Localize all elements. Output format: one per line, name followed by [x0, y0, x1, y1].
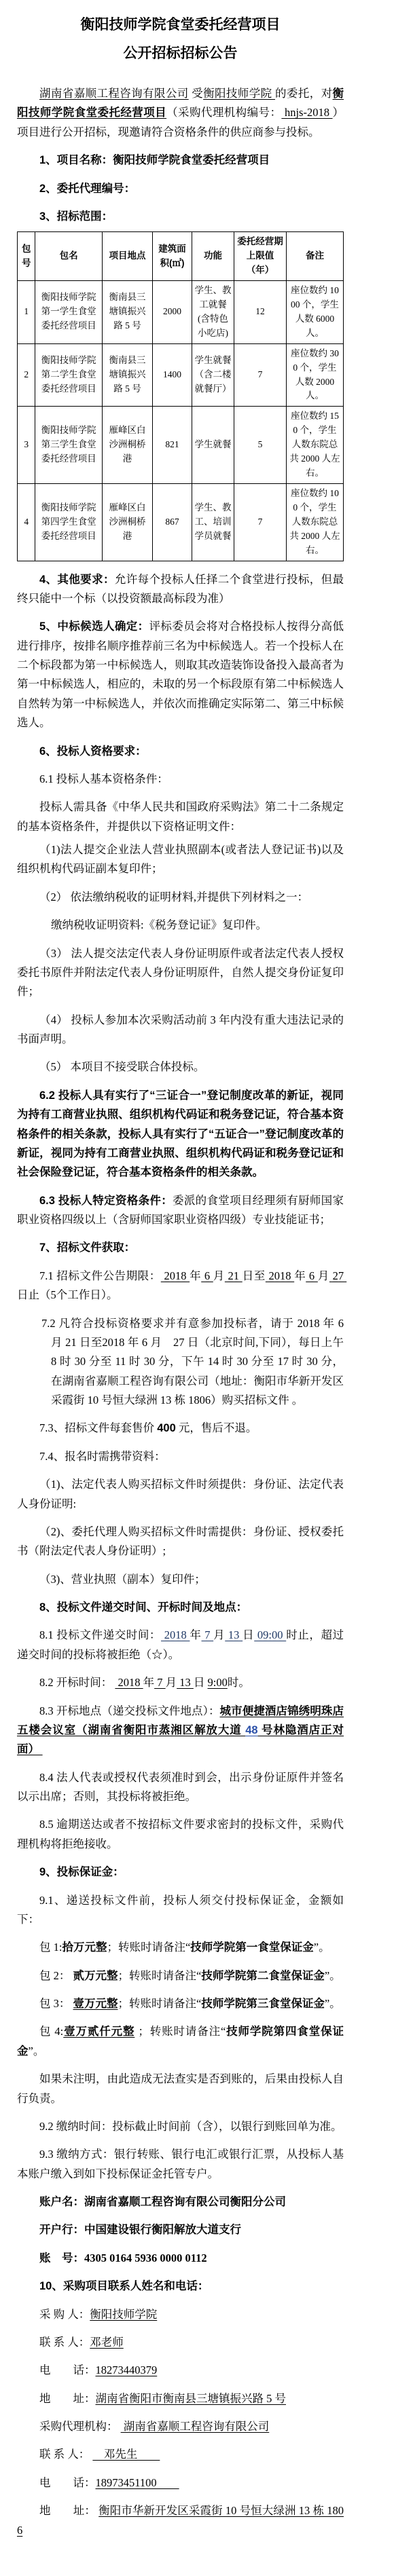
text-run: 6.2 投标人具有实行了“三证合一”登记制度改革的新证，视同为持有工商营业执照、组织机构代码证和税务登记证，符合基本资格条件的相关条款，投标人具有实行了“五证合一”登记制度改革的新证，视同为持有工商营业执照、组织机构代码证和税务登记证和社会保险登记证，符合基本资格条件的相关条款。: [17, 1089, 344, 1179]
text-run: 6: [201, 1269, 213, 1282]
text-run: 缴纳税收证明资料:《税务登记证》复印件。: [51, 918, 268, 932]
paragraph: [17, 1447, 344, 1466]
text-run: 月: [317, 1269, 329, 1282]
text-run: ；转账时请备注“: [118, 1968, 202, 1982]
paragraph: [17, 2417, 344, 2436]
table-cell: 1: [18, 281, 35, 344]
paragraph: [17, 1011, 344, 1049]
paragraph: [17, 2249, 344, 2268]
table-row: [18, 484, 344, 561]
paragraph: [17, 1815, 344, 1854]
text-run: 日至: [242, 1269, 266, 1282]
paragraph: [17, 2022, 344, 2061]
text-run: 采 购 人：: [39, 2307, 90, 2321]
text-run: ”。: [324, 1968, 341, 1982]
text-run: （2)、委托代理人购买招标文件时需提供：身份证、授权委托书（附法定代表人身份证明）;: [17, 1525, 344, 1558]
text-run: （1)法人提交企业法人营业执照副本(或者法人登记证书)以及组织机构代码证副本复印件；: [17, 843, 344, 876]
text-run: 27: [329, 1269, 347, 1282]
text-run: ；转账时请备注“: [107, 1941, 191, 1954]
text-run: 4305 0164 5936 0000 0112: [84, 2251, 207, 2264]
text-run: 日: [243, 1628, 255, 1642]
paragraph: [17, 1863, 344, 1882]
text-run: 包 3：: [39, 1997, 73, 2011]
table-header-cell: 包号: [18, 232, 35, 281]
table-cell: 学生就餐: [192, 407, 234, 484]
paragraph: [17, 1419, 344, 1438]
text-run: 衡阳技师学院: [203, 87, 276, 100]
text-run: ；转账时请备注“: [118, 1997, 202, 2011]
text-run: 城市便捷酒店锦绣明珠店五楼会议室（湖南省衡阳市蒸湘区解放大道: [17, 1704, 344, 1736]
paragraph: [17, 151, 344, 170]
text-run: 邓老师: [90, 2335, 124, 2349]
text-run: 09:00: [254, 1628, 287, 1642]
text-run: 的委托，对: [275, 87, 333, 100]
text-run: 联 系 人：: [39, 2448, 93, 2461]
table-cell: 821: [153, 407, 192, 484]
text-run: （3)、营业执照（副本）复印件；: [39, 1572, 206, 1586]
paragraph: [17, 2117, 344, 2136]
text-run: 月: [213, 1628, 226, 1642]
paragraph: [17, 1994, 344, 2013]
text-run: 2018: [160, 1269, 190, 1282]
text-run: 8.3 开标地点（递交投标文件地点）：: [39, 1704, 220, 1717]
table-cell: 2: [18, 343, 35, 407]
paragraph: [17, 2474, 344, 2493]
paragraph: [17, 179, 344, 198]
text-run: 8.2 开标时间：: [39, 1676, 115, 1690]
text-run: 地 址：: [39, 2391, 96, 2405]
paragraph: [17, 2501, 344, 2540]
paragraph: [17, 570, 344, 609]
paragraph: [17, 1702, 344, 1759]
text-run: 1、项目名称：衡阳技师学院食堂委托经营项目: [39, 154, 270, 167]
text-run: 包 2：: [39, 1968, 73, 1982]
text-run: 拾万元整: [62, 1941, 107, 1954]
table-header-cell: 备注: [286, 232, 343, 281]
text-run: 7、招标文件获取：: [39, 1242, 136, 1254]
bid-scope-table-body: [18, 281, 344, 561]
table-cell: 7: [234, 343, 287, 407]
text-run: 8.1 投标文件递交时间：: [39, 1628, 162, 1642]
table-header-cell: 项目地点: [102, 232, 152, 281]
text-run: 2018: [265, 1269, 295, 1282]
table-row: [18, 407, 344, 484]
text-run: 9.3 缴纳方式：银行转账、银行电汇或银行汇票，从投标人基本账户缴入到如下投标保证金托管专户。: [17, 2148, 344, 2180]
table-cell: 2000: [153, 281, 192, 344]
document-title-line2: 公开招标招标公告: [123, 45, 238, 61]
table-cell: 座位数约 1000 个，学生人数 6000 人。: [286, 281, 343, 344]
text-run: 账 号：: [39, 2252, 84, 2264]
table-cell: 学生就餐（含二楼就餐厅）: [192, 343, 234, 407]
paragraph: [17, 2070, 344, 2108]
text-run: 9.2 缴纳时间：投标截止时间前（含），以银行到账回单为准。: [39, 2119, 342, 2133]
text-run: 18973451100: [95, 2476, 179, 2489]
paragraph: [17, 1058, 344, 1077]
text-run: 号林隐酒店正对面）: [17, 1723, 344, 1756]
text-run: 技师学院第三食堂保证金: [201, 1998, 325, 2011]
text-run: 8.4 法人代表或授权代表须准时到会，出示身份证原件并签名以示出席；否则，其投标将被拒绝。: [17, 1770, 344, 1804]
table-cell: 1400: [153, 343, 192, 407]
table-cell: 衡阳技师学院第四学生食堂委托经营项目: [35, 484, 102, 561]
table-cell: 学生、教工就餐(含特色小吃店): [192, 281, 234, 344]
text-run: 7.3、招标文件每套售价: [39, 1421, 158, 1435]
text-run: 电 话：: [39, 2364, 96, 2377]
text-run: 2、委托代理编号：: [39, 182, 136, 195]
text-run: 4、其他要求：: [39, 573, 115, 586]
table-cell: 7: [234, 484, 287, 561]
text-run: 8、投标文件递交时间、开标时间及地点：: [39, 1601, 248, 1614]
paragraph: [17, 798, 344, 836]
table-row: [18, 281, 344, 344]
text-run: 9:00: [207, 1676, 228, 1690]
text-run: 10、采购项目联系人姓名和电话：: [39, 2280, 209, 2293]
paragraph: [17, 888, 344, 907]
document-title: [17, 11, 344, 68]
text-run: ；转账时请备注“: [134, 2025, 226, 2038]
text-run: 委派的食堂项目经理须有厨师国家职业资格四级以上（含厨师国家职业资格四级）专业技能证书；: [17, 1193, 344, 1227]
bid-scope-table-head: [18, 232, 344, 281]
text-run: hnjs-2018: [281, 106, 333, 119]
text-run: （5） 本项目不接受联合体投标。: [39, 1060, 205, 1074]
text-run: 衡阳市华新开发区采霞街 10 号恒大绿洲 13 栋 1806: [17, 2504, 344, 2537]
paragraph: [17, 1673, 344, 1692]
paragraph: [17, 1626, 344, 1664]
text-run: 开户行：中国建设银行衡阳解放大道支行: [39, 2224, 241, 2237]
text-run: 包 1:: [39, 1941, 62, 1954]
table-header-cell: 功能: [192, 232, 234, 281]
text-run: 400: [157, 1422, 176, 1435]
paragraph: [17, 1267, 347, 1305]
doc-body-top: [17, 84, 344, 226]
table-cell: 4: [18, 484, 35, 561]
text-run: 投标人需具备《中华人民共和国政府采购法》第二十二条规定的基本资格条件，并提供以下资格证明文件：: [17, 800, 344, 833]
paragraph: [17, 770, 344, 789]
table-cell: 衡南县三塘镇振兴路 5 号: [102, 343, 152, 407]
table-header-row: [18, 232, 344, 281]
paragraph: [17, 1598, 344, 1617]
text-run: 时。: [227, 1676, 250, 1690]
document-title-line1: 衡阳技师学院食堂委托经营项目: [80, 17, 281, 33]
paragraph: [17, 742, 344, 761]
text-run: 地 址：: [39, 2504, 99, 2518]
text-run: （4） 投标人参加本次采购活动前 3 年内没有重大违法记录的书面声明。: [17, 1013, 344, 1046]
text-run: 贰万元整: [73, 1969, 118, 1982]
text-run: 8.5 逾期送达或者不按招标文件要求密封的投标文件，采购代理机构将拒绝接收。: [17, 1818, 344, 1850]
paragraph: [17, 1475, 344, 1514]
paragraph: [17, 1238, 344, 1257]
text-run: 账户名：湖南省嘉顺工程咨询有限公司衡阳分公司: [39, 2196, 286, 2209]
text-run: 6: [306, 1269, 318, 1282]
text-run: 年: [143, 1676, 155, 1690]
paragraph: [17, 2277, 344, 2296]
table-cell: 衡阳技师学院第三学生食堂委托经营项目: [35, 407, 102, 484]
paragraph: [17, 2361, 344, 2380]
table-header-cell: 委托经营期上限值（年）: [234, 232, 287, 281]
text-run: （1)、法定代表人购买招标文件时须提供：身份证、法定代表人身份证明:: [17, 1478, 344, 1510]
text-run: （2） 依法缴纳税收的证明材料,并提供下列材料之一：: [39, 890, 308, 903]
paragraph: [17, 84, 344, 142]
paragraph: [17, 840, 344, 879]
text-run: 2018: [115, 1676, 143, 1690]
text-run: 21: [224, 1269, 243, 1282]
text-run: （采购代理机构编号：: [166, 106, 282, 119]
paragraph: [17, 2192, 344, 2211]
text-run: 壹万贰仟元整: [63, 2026, 135, 2038]
table-cell: 座位数约 150 个，学生人数东院总共 2000 人左右。: [286, 407, 343, 484]
table-cell: 衡南县三塘镇振兴路 5 号: [102, 281, 152, 344]
paragraph: [41, 1314, 347, 1411]
text-run: 9.1、递送投标文件前，投标人须交付投标保证金，金额如下：: [17, 1893, 344, 1926]
text-run: ）项目进行公开招标，现邀请符合资格条件的供应商参与投标。: [17, 106, 344, 138]
text-run: 7.4、报名时需携带资料：: [39, 1449, 166, 1463]
text-run: 6.3 投标人特定资格条件：: [39, 1194, 173, 1207]
paragraph: [17, 1570, 344, 1589]
text-run: 日止（5个工作日）。: [17, 1288, 118, 1302]
paragraph: [17, 617, 344, 732]
text-run: 包 4:: [39, 2025, 64, 2038]
text-run: 7.2 凡符合投标资格要求并有意参加投标者，请于 2018 年 6 月 21 日至2018 年 6 月 27 日（北京时间,下同），每日上午 8 时 30 分至 11 时 30 分，下午 14 时 30 分至 17 时 30 分，在湖南省嘉顺工程咨询有限公司（地址：衡阳市华新开发区采霞街 10 号恒大绿洲 13 栋 1806）购买招标文件 。: [41, 1316, 347, 1407]
paragraph: [17, 1938, 344, 1957]
paragraph: [17, 207, 344, 226]
text-run: 衡阳技师学院食堂委托经营项目: [17, 88, 344, 119]
text-run: （3） 法人提交法定代表人身份证明原件或者法定代表人授权委托书原件并附法定代表人身份证明原件，自然人提交身份证复印件；: [17, 946, 344, 998]
text-run: 时止，超过递交时间的投标将被拒绝（☆）。: [17, 1628, 344, 1661]
paragraph: [51, 916, 344, 935]
text-run: 壹万元整: [73, 1998, 118, 2011]
text-run: 18273440379: [95, 2364, 158, 2377]
text-run: 技师学院第四食堂保证金: [17, 2026, 344, 2057]
text-run: 年: [190, 1628, 202, 1642]
text-run: 允许每个投标人任择二个食堂进行投标，但最终只能中一个标（以投资额最高标段为准）: [17, 572, 344, 605]
paragraph: [17, 944, 344, 1002]
text-run: 邓先生: [92, 2448, 160, 2461]
text-run: 湖南省衡阳市衡南县三塘镇振兴路 5 号: [95, 2391, 286, 2405]
text-run: 日: [193, 1676, 208, 1690]
text-run: 6.1 投标人基本资格条件：: [39, 772, 168, 785]
doc-body-bottom: [17, 570, 347, 2540]
paragraph: [17, 1523, 344, 1561]
table-cell: 衡阳技师学院第二学生食堂委托经营项目: [35, 343, 102, 407]
table-row: [18, 343, 344, 407]
text-run: 如果未注明，由此造成无法查实是否到账的，后果由投标人自行负责。: [17, 2072, 344, 2105]
text-run: 年: [190, 1269, 202, 1282]
text-run: 3、招标范围：: [39, 210, 113, 223]
text-run: 评标委员会将对合格投标人按得分高低进行排序，按排名顺序推荐前三名为中标候选人。若一个投标人在二个标段都为第一中标候选人，则取其改造装饰设备投入最高者为第一中标候选人，相应的，未取的另一个标段原有第二中标候选人自然转为第一中标候选人，并依次而推确定实际第二、第三中标候选人。: [17, 620, 344, 730]
text-run: 13: [225, 1628, 243, 1642]
table-cell: 867: [153, 484, 192, 561]
table-cell: 5: [234, 407, 287, 484]
text-run: 5、中标候选人确定：: [39, 620, 149, 633]
text-run: 年: [294, 1269, 306, 1282]
table-cell: 座位数约 100 个，学生人数东院总共 2000 人左右。: [286, 484, 343, 561]
text-run: 6、投标人资格要求：: [39, 745, 147, 758]
table-cell: 学生、教工、培训学员就餐: [192, 484, 234, 561]
text-run: 2018: [161, 1628, 190, 1642]
paragraph: [17, 1191, 344, 1230]
paragraph: [17, 2220, 344, 2239]
table-cell: 12: [234, 281, 287, 344]
text-run: 技师学院第二食堂保证金: [201, 1969, 325, 1982]
paragraph: [17, 1086, 344, 1182]
table-cell: 座位数约 300 个，学生人数 2000 人。: [286, 343, 343, 407]
text-run: 9、投标保证金：: [39, 1866, 124, 1879]
text-run: 受: [188, 87, 204, 100]
bid-scope-table: [17, 231, 344, 561]
paragraph: [17, 2305, 344, 2324]
table-cell: 雁峰区白沙洲桐桥港: [102, 484, 152, 561]
text-run: ”。: [28, 2044, 45, 2057]
paragraph: [17, 1966, 344, 1985]
text-run: 7.1 招标文件公告期限：: [39, 1269, 161, 1282]
table-cell: 衡阳技师学院第一学生食堂委托经营项目: [35, 281, 102, 344]
table-header-cell: 包名: [35, 232, 102, 281]
text-run: ”。: [313, 1941, 330, 1954]
text-run: 湖南省嘉顺工程咨询有限公司: [120, 2420, 270, 2433]
table-header-cell: 建筑面积(㎡): [153, 232, 192, 281]
text-run: 月: [165, 1676, 177, 1690]
table-cell: 3: [18, 407, 35, 484]
text-run: 衡阳技师学院: [90, 2307, 158, 2321]
text-run: 48: [245, 1723, 258, 1736]
paragraph: [17, 2389, 344, 2408]
paragraph: [17, 2445, 344, 2464]
text-run: 电 话：: [39, 2476, 96, 2489]
text-run: 湖南省嘉顺工程咨询有限公司: [39, 87, 189, 100]
paragraph: [17, 2333, 344, 2352]
text-run: 联 系 人：: [39, 2335, 90, 2349]
paragraph: [17, 2145, 344, 2184]
paragraph: [17, 1891, 344, 1930]
table-cell: 雁峰区白沙洲桐桥港: [102, 407, 152, 484]
paragraph: [17, 1768, 344, 1807]
text-run: 7: [201, 1628, 214, 1642]
text-run: 技师学院第一食堂保证金: [190, 1941, 314, 1954]
text-run: 7: [154, 1676, 166, 1690]
text-run: 元，售后不退。: [175, 1421, 257, 1435]
text-run: 13: [177, 1676, 194, 1690]
text-run: 月: [213, 1269, 225, 1282]
text-run: 采购代理机构：: [39, 2420, 121, 2433]
text-run: ”。: [324, 1997, 341, 2011]
